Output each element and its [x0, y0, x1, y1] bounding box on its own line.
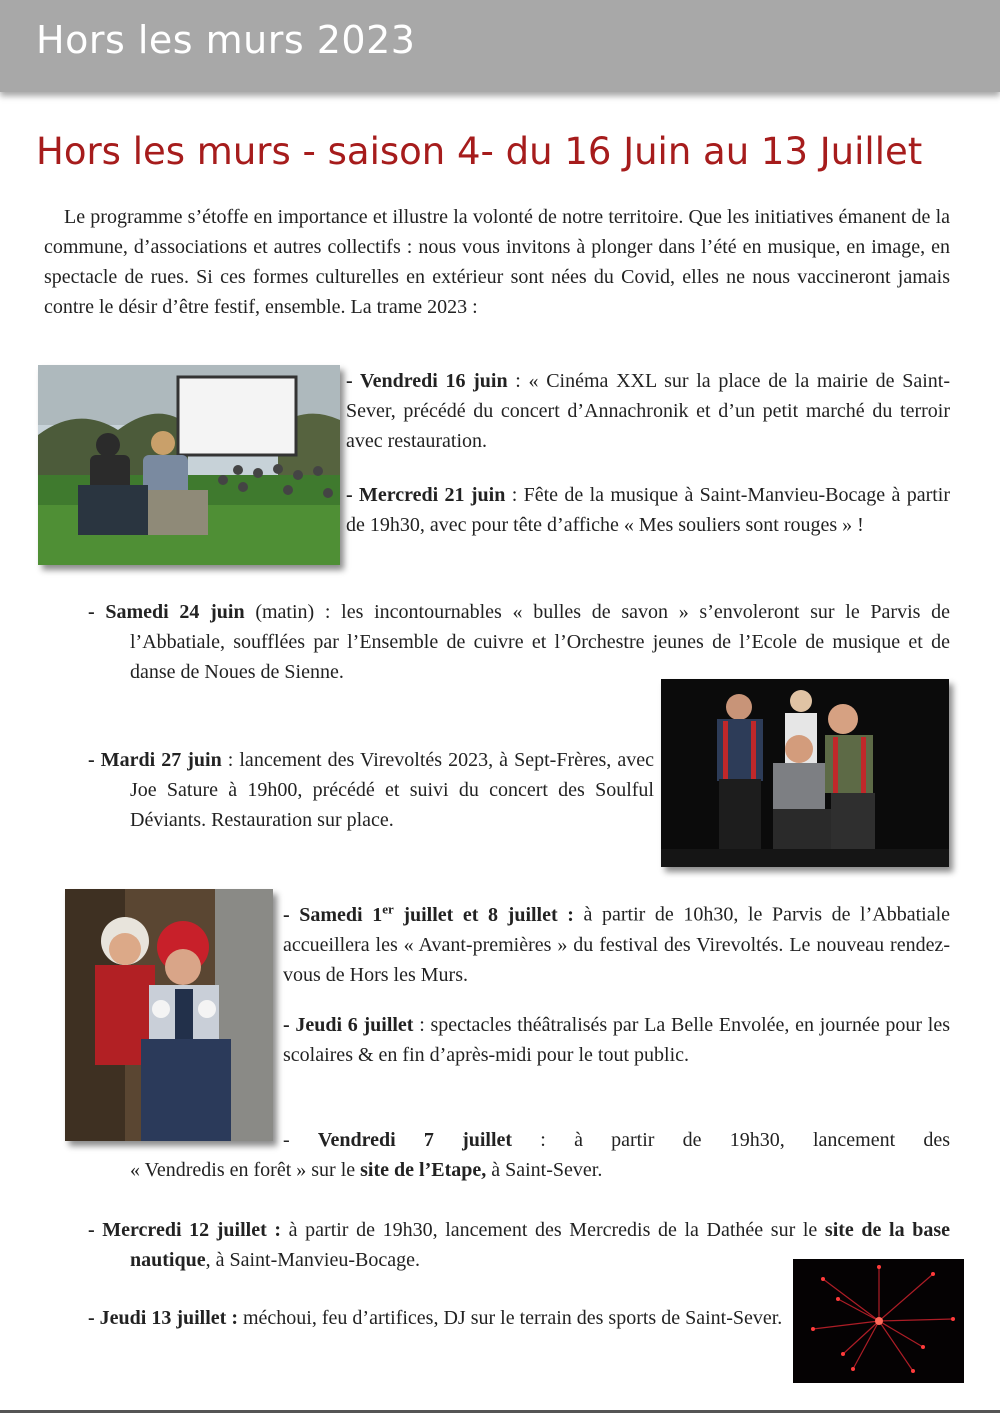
header-banner	[0, 0, 1000, 92]
event-vendredi-7-cont	[130, 1155, 950, 1185]
event-date: - Jeudi 6 juillet	[283, 1014, 414, 1036]
event-text: : à partir de 19h30, lancement des	[512, 1129, 950, 1151]
event-text: : « Cinéma XXL sur la place de la mairie de Saint-Sever, précédé du concert d’Annachronik et d’un petit marché du terroir avec restauration.	[346, 370, 950, 452]
event-text: à partir de 19h30, lancement des Mercredis de la Dathée sur le	[281, 1219, 825, 1241]
event-date: - Mardi 27 juin	[88, 749, 222, 771]
page-title: Hors les murs - saison 4- du 16 Juin au 13 Juillet	[36, 130, 923, 173]
event-date: - Mercredi 21 juin	[346, 484, 506, 506]
event-mercredi-21	[346, 480, 950, 540]
event-text: , à Saint-Manvieu-Bocage.	[205, 1249, 420, 1271]
costumed-actors-photo	[65, 889, 273, 1141]
event-date: - Samedi 1er juillet et 8 juillet :	[283, 901, 574, 926]
event-mardi-27	[88, 745, 654, 835]
event-text: (matin) : les incontournables « bulles de savon » s’envoleront sur le Parvis de l’Abbatiale, soufflées par l’Ensemble de cuivre et l’Orchestre jeunes de l’Ecole de musique et de danse de Noues de Sienne.	[130, 601, 951, 683]
event-date: - Jeudi 13 juillet :	[88, 1307, 238, 1329]
fireworks-photo	[793, 1259, 964, 1383]
event-text: « Vendredis en forêt » sur le	[130, 1159, 361, 1181]
event-place: site de l’Etape,	[360, 1159, 487, 1181]
event-place: site de la base nautique	[130, 1219, 951, 1271]
event-text: méchoui, feu d’artifices, DJ sur le terrain des sports de Saint-Sever.	[238, 1307, 783, 1329]
cinema-photo	[38, 365, 340, 565]
event-samedi-1er	[283, 894, 950, 990]
event-vendredi-7: - Vendredi 7 juillet : à partir de 19h30, lancement des	[283, 1129, 950, 1151]
event-text: : spectacles théâtralisés par La Belle Envolée, en journée pour les scolaires & en fin d’après-midi pour le tout public.	[283, 1014, 951, 1066]
event-date: Vendredi 7 juillet	[317, 1129, 513, 1151]
event-date: - Vendredi 16 juin	[346, 370, 508, 392]
intro-paragraph: Le programme s’étoffe en importance et illustre la volonté de notre territoire. Que les initiatives émanent de la commune, d’associations et autres collectifs : nous vous invitons à plonger dans l’été en musique, en image, en spectacle de rues. Si ces formes culturelles en extérieur sont nées du Covid, elles ne nous vaccineront jamais contre le désir d’être festif, ensemble. La trame 2023 :	[44, 206, 950, 318]
event-text: à Saint-Sever.	[486, 1159, 603, 1181]
event-jeudi-13	[88, 1303, 788, 1333]
event-samedi-24	[88, 597, 950, 687]
event-date: - Mercredi 12 juillet :	[88, 1219, 282, 1241]
event-text: : lancement des Virevoltés 2023, à Sept-Frères, avec Joe Sature à 19h00, précédé et suivi du concert des Soulful Déviants. Restauration sur place.	[130, 749, 654, 831]
event-date: - Samedi 24 juin	[88, 601, 245, 623]
header-title: Hors les murs 2023	[36, 18, 416, 62]
performers-photo	[661, 679, 949, 867]
event-jeudi-6	[283, 1010, 950, 1070]
event-vendredi-16	[346, 366, 950, 456]
event-text: : Fête de la musique à Saint-Manvieu-Bocage à partir de 19h30, avec pour tête d’affiche « Mes souliers sont rouges » !	[346, 484, 951, 536]
event-text: à partir de 10h30, le Parvis de l’Abbatiale accueillera les « Avant-premières » du festival des Virevoltés. Le nouveau rendez-vous de Hors les Murs.	[283, 903, 951, 986]
